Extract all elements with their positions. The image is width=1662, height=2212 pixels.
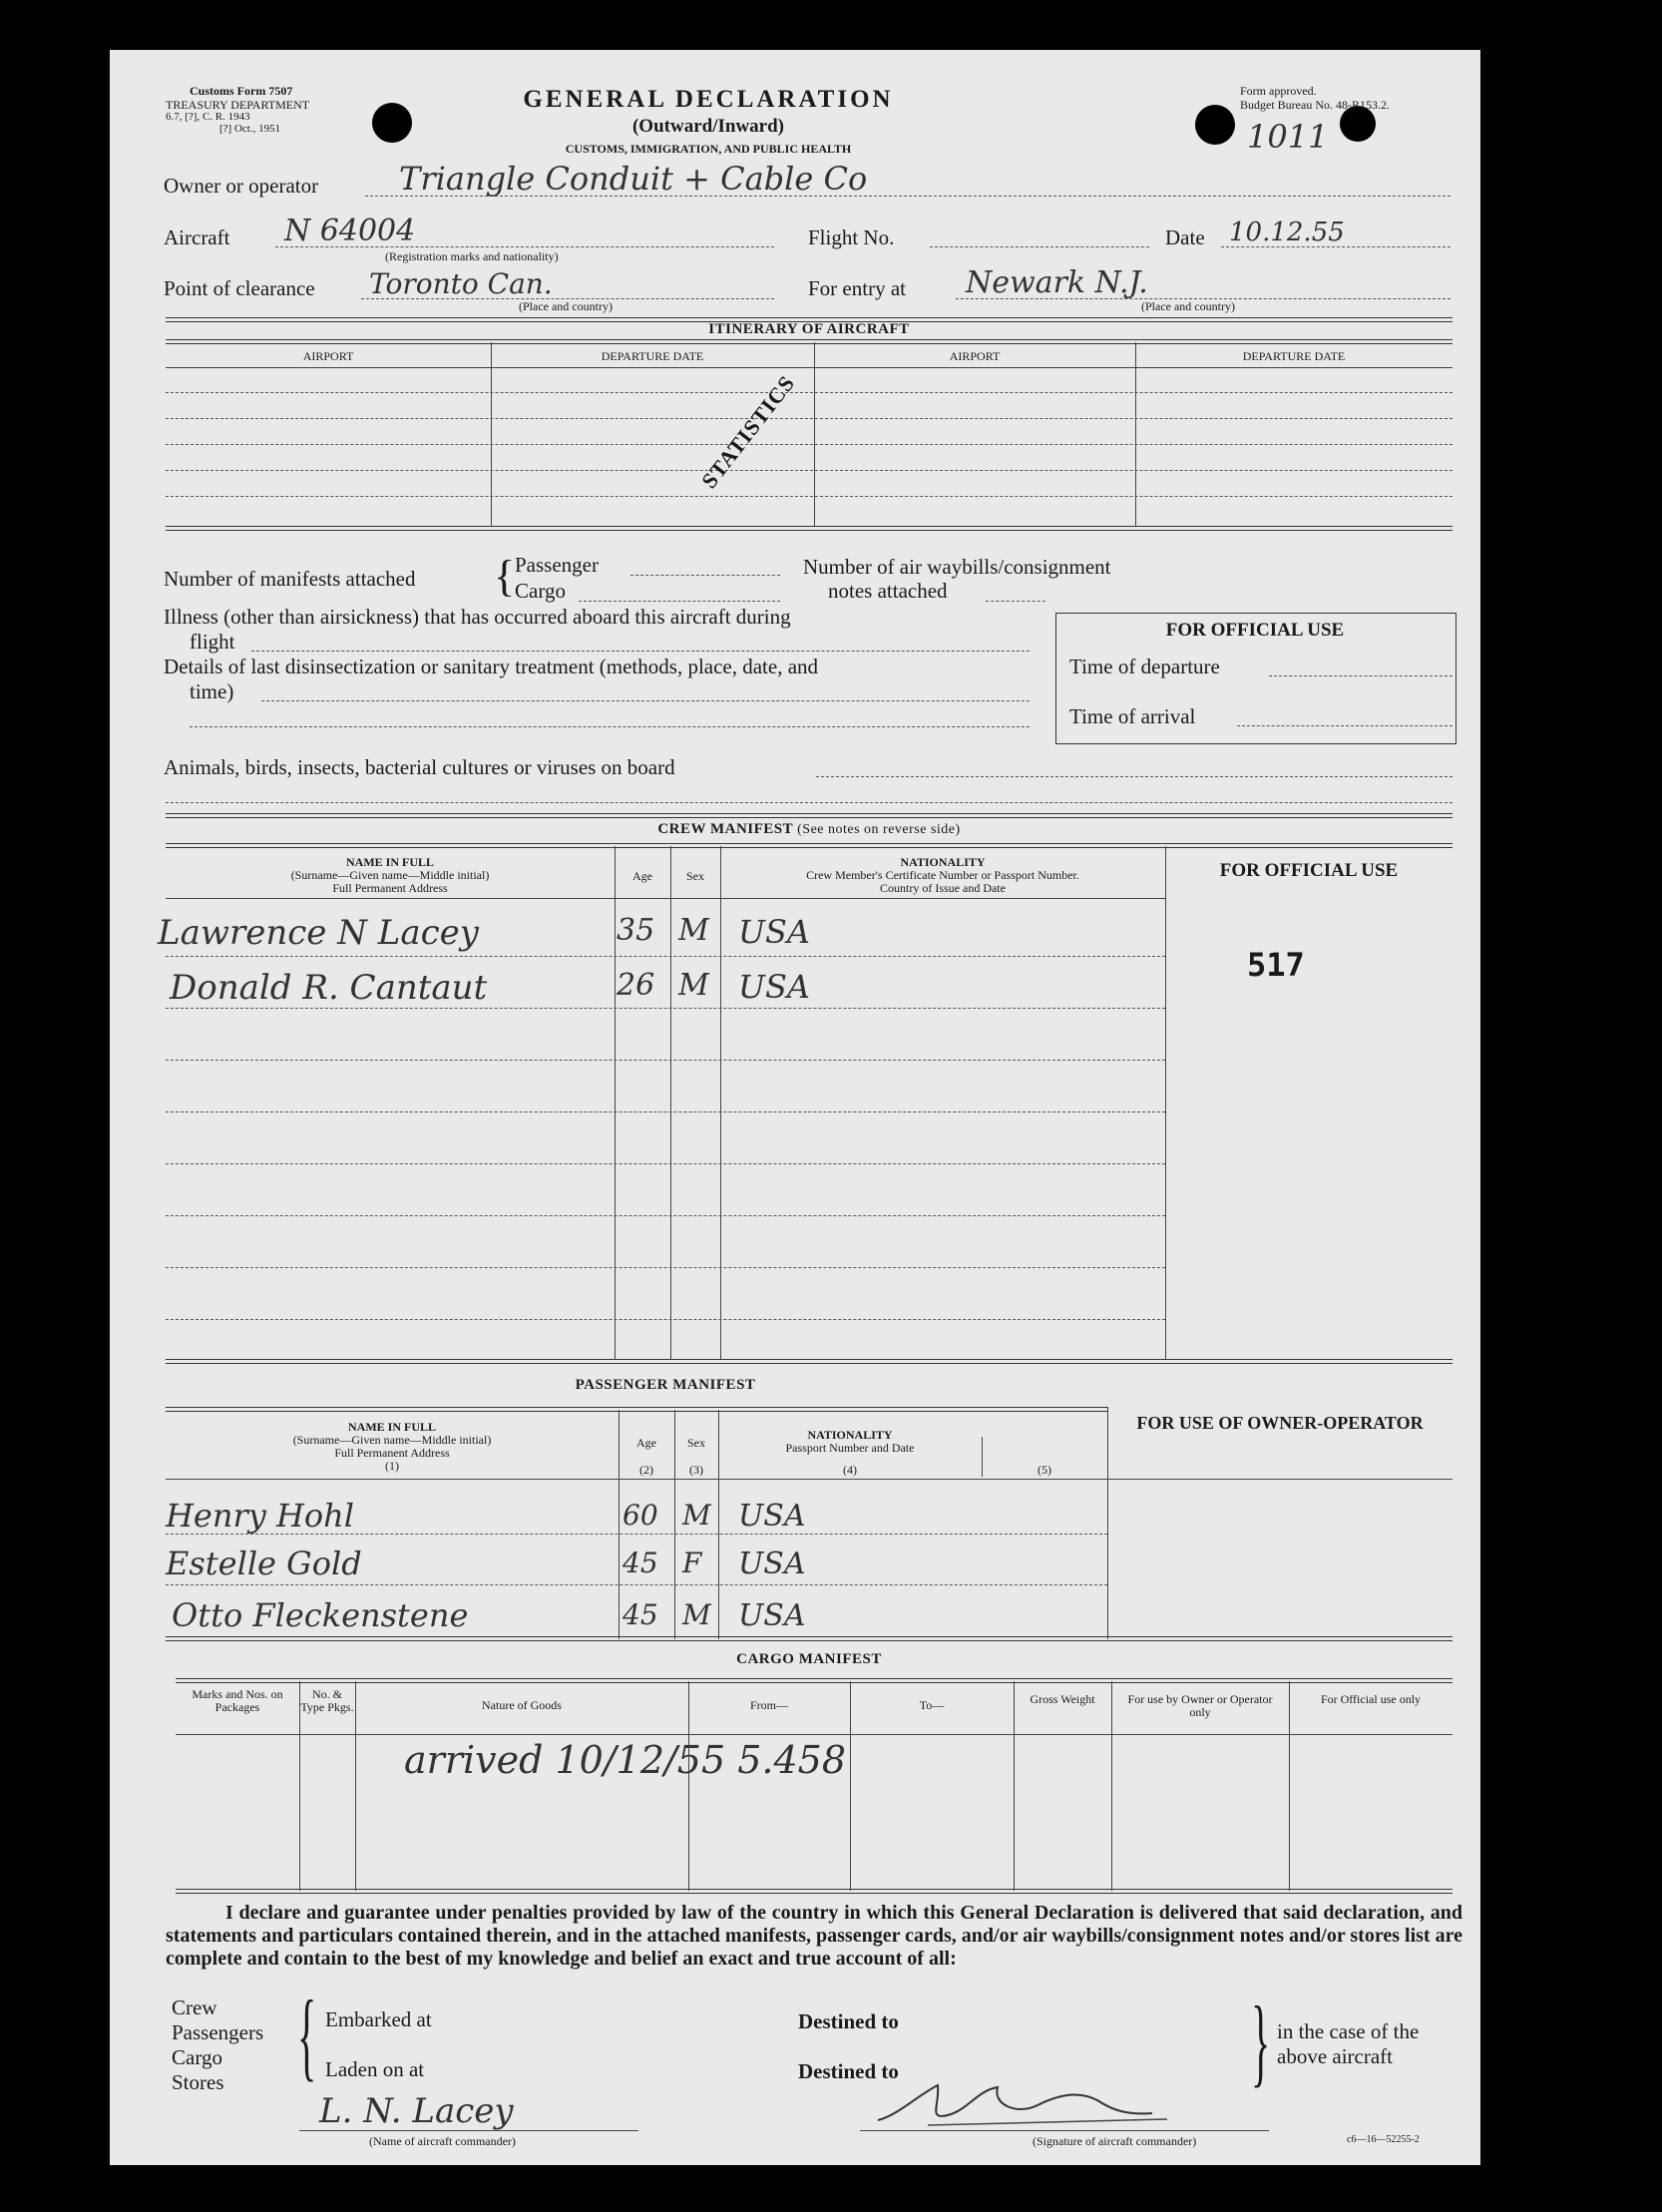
aircraft-value: N 64004 xyxy=(284,214,416,248)
form-regulation: 6.7, [?], C. R. 1943 xyxy=(166,111,250,123)
crew-col-age: Age xyxy=(632,869,652,883)
passenger-row-1-name: Henry Hohl xyxy=(166,1497,355,1535)
entry-caption: (Place and country) xyxy=(1141,299,1235,313)
passenger-row-3-age: 45 xyxy=(623,1598,658,1631)
passenger-row-3-sex: M xyxy=(682,1598,711,1631)
print-code: c6—16—52255-2 xyxy=(1347,2134,1420,2145)
disinsect-label-2: time) xyxy=(190,679,234,703)
manifests-passenger-label: Passenger xyxy=(515,553,599,577)
passenger-col-5: (5) xyxy=(1038,1463,1051,1477)
cargo-col-official: For Official use only xyxy=(1320,1692,1422,1706)
decl-passengers: Passengers xyxy=(172,2020,264,2044)
crew-col-name-1: NAME IN FULL xyxy=(345,855,434,869)
owner-label: Owner or operator xyxy=(164,174,319,198)
decl-embarked: Embarked at xyxy=(325,2007,432,2031)
crew-official-use: FOR OFFICIAL USE xyxy=(1219,860,1399,881)
crew-col-sex: Sex xyxy=(686,869,704,883)
clearance-caption: (Place and country) xyxy=(519,299,613,313)
approval-line-1: Form approved. xyxy=(1240,84,1317,98)
cargo-entry: arrived 10/12/55 5.458 xyxy=(404,1738,847,1782)
punch-hole xyxy=(372,103,412,143)
form-department: TREASURY DEPARTMENT xyxy=(166,98,310,112)
crew-row-1-nat: USA xyxy=(738,913,810,951)
crew-col-name-3: Full Permanent Address xyxy=(332,881,448,895)
time-departure-label: Time of departure xyxy=(1069,655,1220,678)
owner-operator-use: FOR USE OF OWNER-OPERATOR xyxy=(1136,1413,1424,1433)
itinerary-col-airport-2: AIRPORT xyxy=(949,349,1001,363)
animals-label: Animals, birds, insects, bacterial cultures or viruses on board xyxy=(164,755,675,779)
cargo-col-owner: For use by Owner or Operator only xyxy=(1127,1692,1273,1719)
passenger-col-sex: Sex xyxy=(687,1436,705,1450)
passenger-col-nat-2: Passport Number and Date xyxy=(785,1441,915,1455)
itinerary-col-date-1: DEPARTURE DATE xyxy=(601,349,704,363)
form-title: GENERAL DECLARATION xyxy=(523,86,894,113)
manifests-label: Number of manifests attached xyxy=(164,567,416,591)
decl-crew: Crew xyxy=(172,1995,217,2019)
date-value: 10.12.55 xyxy=(1229,218,1345,247)
passenger-row-2-name: Estelle Gold xyxy=(166,1545,362,1582)
itinerary-title: ITINERARY OF AIRCRAFT xyxy=(708,321,910,337)
decl-destined-1: Destined to xyxy=(798,2009,899,2033)
passenger-col-age-n: (2) xyxy=(639,1463,653,1477)
cargo-col-nature: Nature of Goods xyxy=(482,1698,562,1712)
passenger-row-3-nat: USA xyxy=(738,1598,806,1633)
aircraft-label: Aircraft xyxy=(164,225,230,249)
illness-label-1: Illness (other than airsickness) that has occurred aboard this aircraft during xyxy=(164,605,791,629)
form-number: Customs Form 7507 xyxy=(190,84,293,98)
passenger-title: PASSENGER MANIFEST xyxy=(575,1377,756,1393)
passenger-col-nat-n: (4) xyxy=(843,1463,857,1477)
passenger-row-1-nat: USA xyxy=(738,1499,806,1534)
crew-row-2-name: Donald R. Cantaut xyxy=(170,968,488,1008)
manifests-cargo-label: Cargo xyxy=(515,579,566,603)
declaration-text: I declare and guarantee under penalties provided by law of the country in which this General Declaration is delivered that said declaration, and statements and particulars contained therein, and in the attached manifests, passenger cards, and/or air waybills/consignment notes and/or stores list are complete and contain to the best of my knowledge and belief an exact and true account of all: xyxy=(166,1902,1462,1970)
punch-hole xyxy=(1195,105,1235,145)
decl-in-case-2: above aircraft xyxy=(1277,2044,1394,2068)
passenger-row-2-nat: USA xyxy=(738,1547,806,1581)
crew-col-nat-1: NATIONALITY xyxy=(900,855,986,869)
passenger-row-3-name: Otto Fleckenstene xyxy=(172,1596,469,1634)
decl-in-case-1: in the case of the xyxy=(1277,2019,1420,2043)
approval-line-2: Budget Bureau No. 48-R153.2. xyxy=(1240,98,1390,112)
passenger-col-name-1: NAME IN FULL xyxy=(347,1420,436,1434)
passenger-row-1-age: 60 xyxy=(623,1499,658,1532)
waybills-label-1: Number of air waybills/consignment xyxy=(803,555,1111,579)
form-date: [?] Oct., 1951 xyxy=(219,123,281,135)
clearance-value: Toronto Can. xyxy=(369,267,553,300)
commander-name: L. N. Lacey xyxy=(319,2091,514,2131)
crew-row-2-nat: USA xyxy=(738,968,810,1006)
passenger-col-name-2: (Surname—Given name—Middle initial) xyxy=(292,1433,492,1447)
official-use-title: FOR OFFICIAL USE xyxy=(1165,620,1345,641)
entry-label: For entry at xyxy=(808,276,906,300)
stamp-number: 1011 xyxy=(1247,118,1329,156)
crew-official-stamp: 517 xyxy=(1247,946,1305,984)
crew-col-nat-3: Country of Issue and Date xyxy=(880,881,1006,895)
flight-label: Flight No. xyxy=(808,225,895,249)
passenger-col-age: Age xyxy=(636,1436,656,1450)
form-agencies: CUSTOMS, IMMIGRATION, AND PUBLIC HEALTH xyxy=(565,142,852,156)
decl-cargo: Cargo xyxy=(172,2045,222,2069)
signature-caption: (Signature of aircraft commander) xyxy=(1033,2134,1197,2148)
time-arrival-label: Time of arrival xyxy=(1069,704,1196,728)
entry-value: Newark N.J. xyxy=(966,265,1148,300)
waybills-label-2: notes attached xyxy=(828,579,948,603)
crew-row-1-age: 35 xyxy=(617,913,655,948)
crew-col-name-2: (Surname—Given name—Middle initial) xyxy=(290,868,490,882)
cargo-col-marks: Marks and Nos. on Packages xyxy=(192,1687,283,1714)
commander-name-caption: (Name of aircraft commander) xyxy=(369,2134,516,2148)
passenger-col-sex-n: (3) xyxy=(689,1463,703,1477)
decl-laden: Laden on at xyxy=(325,2057,425,2081)
statistics-stamp: STATISTICS xyxy=(695,370,800,494)
commander-signature xyxy=(868,2075,1187,2135)
passenger-row-2-age: 45 xyxy=(623,1547,658,1579)
crew-title: CREW MANIFEST (See notes on reverse side) xyxy=(657,821,961,837)
itinerary-col-date-2: DEPARTURE DATE xyxy=(1242,349,1346,363)
cargo-col-gross: Gross Weight xyxy=(1030,1692,1095,1706)
passenger-row-2-sex: F xyxy=(682,1547,702,1579)
date-label: Date xyxy=(1165,225,1205,249)
cargo-col-no: No. & Type Pkgs. xyxy=(300,1687,354,1714)
itinerary-col-airport-1: AIRPORT xyxy=(302,349,354,363)
cargo-title: CARGO MANIFEST xyxy=(736,1651,882,1667)
crew-col-nat-2: Crew Member's Certificate Number or Passport Number. xyxy=(806,868,1079,882)
cargo-col-from: From— xyxy=(749,1698,788,1712)
passenger-col-name-n: (1) xyxy=(385,1459,399,1473)
aircraft-caption: (Registration marks and nationality) xyxy=(385,249,559,263)
form-subtitle: (Outward/Inward) xyxy=(631,116,784,137)
passenger-col-name-3: Full Permanent Address xyxy=(334,1446,450,1460)
passenger-col-nat-1: NATIONALITY xyxy=(807,1428,893,1442)
cargo-col-to: To— xyxy=(919,1698,945,1712)
crew-row-1-sex: M xyxy=(678,913,709,948)
passenger-row-1-sex: M xyxy=(682,1499,711,1532)
crew-row-2-age: 26 xyxy=(617,968,655,1003)
disinsect-label-1: Details of last disinsectization or sanitary treatment (methods, place, date, and xyxy=(164,655,819,678)
owner-value: Triangle Conduit + Cable Co xyxy=(399,160,868,198)
decl-stores: Stores xyxy=(172,2070,224,2094)
crew-row-2-sex: M xyxy=(678,968,709,1003)
clearance-label: Point of clearance xyxy=(164,276,315,300)
decl-destined-2: Destined to xyxy=(798,2059,899,2083)
crew-row-1-name: Lawrence N Lacey xyxy=(158,913,479,953)
illness-label-2: flight xyxy=(190,630,235,654)
